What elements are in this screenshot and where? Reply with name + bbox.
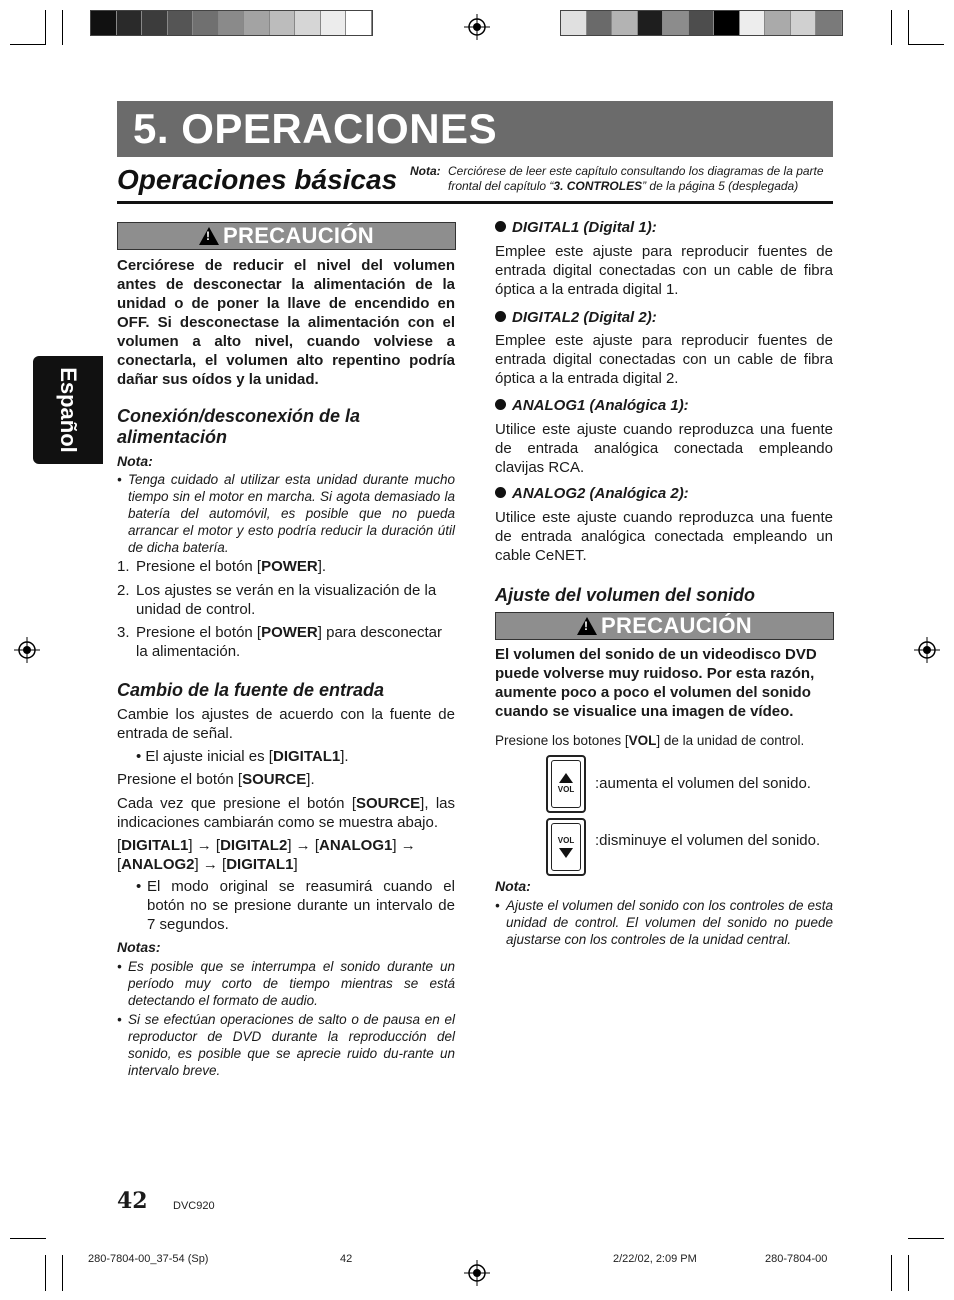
language-tab-label: Español: [56, 367, 81, 453]
color-bar-left: [90, 10, 373, 36]
color-swatch: [219, 11, 245, 35]
caution-label: PRECAUCIÓN: [601, 613, 752, 638]
color-swatch: [91, 11, 117, 35]
step-number: 2.: [117, 582, 130, 599]
color-swatch: [346, 11, 372, 35]
color-swatch: [689, 11, 715, 35]
caution-text-left: Cerciórese de reducir el nivel del volumen antes de desconectar la alimentación de la unidad o de poner la llave de encendido en OFF. Si desconectase la alimentación con el volumen a alto nivel, cuando volviese a conectarla, el volumen alto repentino podría dañar sus oídos y la unidad.: [117, 257, 455, 388]
center-page: 42: [340, 1253, 353, 1265]
initial-key: DIGITAL1: [272, 748, 341, 765]
vol-down-text: :disminuye el volumen del sonido.: [595, 832, 821, 849]
seq-item: DIGITAL1: [121, 837, 189, 854]
crop-mark: [62, 10, 63, 45]
source-sequence: [DIGITAL1] → [DIGITAL2] → [ANALOG1] → [ANALOG2] → [DIGITAL1]: [117, 837, 416, 873]
initial-setting: [136, 747, 455, 766]
color-swatch: [638, 11, 664, 35]
step-text: Presione el botón [: [136, 624, 262, 641]
registration-mark-icon: [464, 1260, 490, 1286]
chapter-title: 5. OPERACIONES: [133, 105, 498, 152]
crop-mark: [908, 1238, 944, 1239]
caution-label: PRECAUCIÓN: [223, 223, 374, 248]
caution-banner-left: [117, 222, 456, 250]
registration-mark-icon: [914, 637, 940, 663]
press-text-end: ].: [306, 771, 315, 788]
step-text-end: ].: [317, 558, 327, 575]
vol-up-text: :aumenta el volumen del sonido.: [595, 775, 811, 792]
crop-mark: [908, 10, 909, 45]
note-2: • Si se efectúan operaciones de salto o de pausa en el reproductor de DVD durante la reproducción del sonido, es posible que se aprecie ruido du-rante un intervalo breve.: [117, 1012, 455, 1078]
press-text: Presione el botón [: [117, 771, 243, 788]
vol-label: VOL: [557, 785, 575, 794]
notes-label: Notas:: [117, 939, 161, 955]
input-title-digital1: [495, 219, 657, 236]
input-title-analog1: [495, 397, 689, 414]
header-note-label: Nota:: [410, 164, 441, 178]
arrow-icon: →: [196, 837, 212, 854]
header-note-text: Cerciórese de leer este capítulo consultando los diagramas de la parte frontal del capítulo “: [448, 164, 824, 193]
input-text-digital2: Emplee este ajuste para reproducir fuentes de entrada digital conectadas con un cable de fibra óptica a la entrada digital 2.: [495, 332, 833, 387]
volume-heading: Ajuste del volumen del sonido: [495, 585, 756, 605]
press-key: SOURCE: [242, 771, 307, 788]
bullet-icon: [495, 487, 506, 498]
reset-bullet: • El modo original se reasumirá cuando el botón no se presione durante un intervalo de 7 segundos.: [136, 878, 455, 933]
vol-label: VOL: [557, 836, 575, 845]
header-note: [410, 164, 840, 194]
color-swatch: [740, 11, 766, 35]
section-title: Operaciones básicas: [117, 164, 398, 195]
press-source: [117, 770, 455, 789]
crop-mark: [891, 1255, 892, 1291]
registration-mark-icon: [464, 14, 490, 40]
step-text: Los ajustes se verán en la visualización de la unidad de control.: [136, 582, 437, 618]
input-title: DIGITAL2 (Digital 2):: [512, 309, 657, 326]
color-swatch: [663, 11, 689, 35]
each-key: SOURCE: [355, 795, 421, 812]
power-heading: Conexión/desconexión de la alimentación: [117, 406, 361, 447]
step-text: Presione el botón [: [136, 558, 262, 575]
color-swatch: [270, 11, 296, 35]
source-intro: Cambie los ajustes de acuerdo con la fuente de entrada de señal.: [117, 706, 455, 742]
arrow-up-icon: [559, 773, 573, 783]
step-key: POWER: [261, 624, 318, 641]
initial-text-end: ].: [340, 748, 349, 765]
input-title-analog2: [495, 485, 689, 502]
vol-note-label: Nota:: [495, 878, 531, 894]
crop-mark: [62, 1255, 63, 1291]
chapter-title-bar: [117, 101, 833, 157]
power-note: • Tenga cuidado al utilizar esta unidad durante mucho tiempo sin el motor en marcha. Si agota demasiado la batería del automóvil, es posible que no pueda arrancar el motor y esto podría reducir la duración útil de dicha batería.: [117, 472, 455, 555]
bullet-icon: [495, 311, 506, 322]
input-title: DIGITAL1 (Digital 1):: [512, 219, 657, 236]
color-swatch: [816, 11, 842, 35]
header-note-text-end: ” de la página 5 (desplegada): [642, 179, 799, 193]
reset-text: El modo original se reasumirá cuando el botón no se presione durante un intervalo de 7 segundos.: [147, 878, 455, 933]
note-1: • Es posible que se interrumpa el sonido durante un período muy corto de tiempo mientras se está detectando el formato de audio.: [117, 959, 455, 1008]
crop-mark: [891, 10, 892, 45]
color-swatch: [587, 11, 613, 35]
color-swatch: [244, 11, 270, 35]
arrow-icon: →: [202, 856, 218, 873]
bullet-icon: [495, 399, 506, 410]
warning-icon: [199, 227, 219, 245]
step-number: 3.: [117, 624, 130, 641]
registration-mark-icon: [14, 637, 40, 663]
color-swatch: [765, 11, 791, 35]
note-text: Es posible que se interrumpa el sonido durante un período muy corto de tiempo mientras se está detectando el formato de audio.: [128, 959, 455, 1008]
power-note-text: Tenga cuidado al utilizar esta unidad durante mucho tiempo sin el motor en marcha. Si agota demasiado la batería del automóvil, es posible que no pueda arrancar el motor y esto podría reducir la duración útil de dicha batería.: [128, 472, 455, 555]
doc-code: 280-7804-00: [765, 1253, 828, 1265]
press-vol: [495, 731, 835, 750]
color-swatch: [714, 11, 740, 35]
input-title: ANALOG2 (Analógica 2):: [512, 485, 689, 502]
color-swatch: [295, 11, 321, 35]
seq-item: ANALOG2: [121, 856, 195, 873]
model-name: DVC920: [173, 1200, 215, 1212]
press-vol-text: Presione los botones [: [495, 733, 629, 748]
bullet-icon: [495, 221, 506, 232]
crop-mark: [908, 1255, 909, 1291]
initial-text: • El ajuste inicial es [: [136, 748, 273, 765]
source-heading: Cambio de la fuente de entrada: [117, 680, 385, 700]
press-vol-text-end: ] de la unidad de control.: [656, 733, 805, 748]
input-text-digital1: Emplee este ajuste para reproducir fuentes de entrada digital conectadas con un cable de fibra óptica a la entrada digital 1.: [495, 243, 833, 298]
step-number: 1.: [117, 558, 130, 575]
power-step-2: [117, 581, 455, 619]
input-title-digital2: [495, 309, 657, 326]
power-step-3: [117, 623, 455, 661]
color-swatch: [142, 11, 168, 35]
header-note-ref: 3. CONTROLES: [553, 179, 643, 193]
color-bar-right: [560, 10, 843, 36]
caution-text-right: El volumen del sonido de un videodisco DVD puede volverse muy ruidoso. Por esta razón, aumente poco a poco el volumen del sonido cuando se visualice una imagen de vídeo.: [495, 646, 817, 720]
input-text-analog1: Utilice este ajuste cuando reproduzca una fuente de entrada analógica conectada empleando clavijas RCA.: [495, 421, 833, 476]
seq-item: DIGITAL1: [226, 856, 294, 873]
press-vol-key: VOL: [628, 733, 657, 748]
header-rule: [117, 201, 833, 204]
color-swatch: [193, 11, 219, 35]
file-name: 280-7804-00_37-54 (Sp): [88, 1253, 209, 1265]
vol-note: • Ajuste el volumen del sonido con los controles de esta unidad de control. El volumen del sonido no puede ajustarse con los controles de la unidad central.: [495, 898, 833, 947]
crop-mark: [10, 1238, 46, 1239]
print-date: 2/22/02, 2:09 PM: [613, 1253, 697, 1265]
color-swatch: [117, 11, 143, 35]
vol-down-button: [546, 818, 586, 876]
step-text-end: ] para desconectar la alimentación.: [136, 624, 443, 660]
crop-mark: [908, 44, 944, 45]
arrow-icon: →: [295, 837, 311, 854]
each-press: [117, 794, 455, 832]
color-swatch: [791, 11, 817, 35]
vol-note-text: Ajuste el volumen del sonido con los controles de esta unidad de control. El volumen del sonido no puede ajustarse con los controles de la unidad central.: [506, 898, 833, 947]
color-swatch: [321, 11, 347, 35]
step-key: POWER: [261, 558, 318, 575]
caution-banner-right: [495, 612, 834, 640]
seq-item: ANALOG1: [319, 837, 393, 854]
power-note-label: Nota:: [117, 453, 153, 469]
arrow-down-icon: [559, 848, 573, 858]
each-text-end: ], las indicaciones cambiarán como se muestra abajo.: [117, 795, 455, 831]
page-number: 42: [117, 1188, 148, 1214]
crop-mark: [45, 10, 46, 45]
arrow-icon: →: [400, 837, 416, 854]
color-swatch: [561, 11, 587, 35]
warning-icon: [577, 617, 597, 635]
input-text-analog2: Utilice este ajuste cuando reproduzca una fuente de entrada analógica conectada empleando un cable CeNET.: [495, 509, 833, 564]
note-text: Si se efectúan operaciones de salto o de pausa en el reproductor de DVD durante la reproducción del sonido, es posible que se aprecie ruido du-rante un intervalo breve.: [128, 1012, 455, 1078]
crop-mark: [45, 1255, 46, 1291]
input-title: ANALOG1 (Analógica 1):: [512, 397, 689, 414]
color-swatch: [168, 11, 194, 35]
seq-item: DIGITAL2: [220, 837, 288, 854]
each-text: Cada vez que presione el botón [: [117, 795, 356, 812]
crop-mark: [10, 44, 46, 45]
power-step-1: [117, 557, 455, 576]
vol-up-button: [546, 755, 586, 813]
color-swatch: [612, 11, 638, 35]
language-tab: [33, 356, 103, 464]
